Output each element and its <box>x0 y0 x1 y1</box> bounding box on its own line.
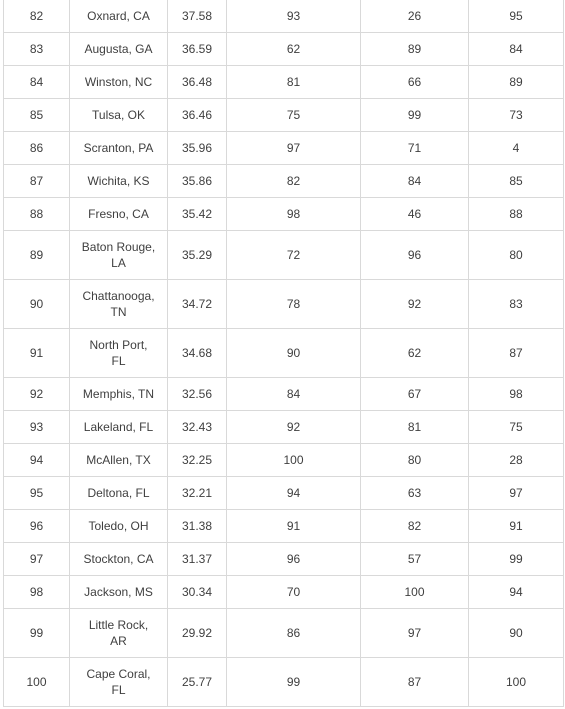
score-b-cell: 26 <box>361 0 469 33</box>
city-cell: Deltona, FL <box>70 477 168 510</box>
table-row <box>4 33 564 66</box>
score-a-cell: 72 <box>227 231 361 280</box>
rank-cell: 85 <box>4 99 70 132</box>
score-b-cell: 82 <box>361 510 469 543</box>
city-cell: Fresno, CA <box>70 198 168 231</box>
city-cell: Scranton, PA <box>70 132 168 165</box>
city-cell: Toledo, OH <box>70 510 168 543</box>
score-a-cell: 90 <box>227 329 361 378</box>
rank-cell: 84 <box>4 66 70 99</box>
total-score-cell: 32.43 <box>168 411 227 444</box>
score-a-cell: 84 <box>227 378 361 411</box>
score-b-cell: 87 <box>361 658 469 707</box>
score-a-cell: 75 <box>227 99 361 132</box>
table-body <box>4 0 564 707</box>
city-cell: Stockton, CA <box>70 543 168 576</box>
rank-cell: 98 <box>4 576 70 609</box>
score-c-cell: 87 <box>469 329 564 378</box>
total-score-cell: 35.96 <box>168 132 227 165</box>
table-row <box>4 329 564 378</box>
score-c-cell: 100 <box>469 658 564 707</box>
table-row <box>4 0 564 33</box>
score-a-cell: 97 <box>227 132 361 165</box>
score-b-cell: 96 <box>361 231 469 280</box>
total-score-cell: 35.29 <box>168 231 227 280</box>
rank-cell: 97 <box>4 543 70 576</box>
total-score-cell: 32.25 <box>168 444 227 477</box>
city-cell: Winston, NC <box>70 66 168 99</box>
table-row <box>4 576 564 609</box>
score-c-cell: 80 <box>469 231 564 280</box>
score-b-cell: 57 <box>361 543 469 576</box>
rank-cell: 82 <box>4 0 70 33</box>
score-b-cell: 89 <box>361 33 469 66</box>
total-score-cell: 31.38 <box>168 510 227 543</box>
score-c-cell: 98 <box>469 378 564 411</box>
score-a-cell: 92 <box>227 411 361 444</box>
city-cell: McAllen, TX <box>70 444 168 477</box>
score-b-cell: 66 <box>361 66 469 99</box>
score-a-cell: 94 <box>227 477 361 510</box>
rank-cell: 91 <box>4 329 70 378</box>
table-row <box>4 198 564 231</box>
score-c-cell: 99 <box>469 543 564 576</box>
score-c-cell: 90 <box>469 609 564 658</box>
total-score-cell: 34.68 <box>168 329 227 378</box>
rank-cell: 83 <box>4 33 70 66</box>
score-b-cell: 92 <box>361 280 469 329</box>
city-cell: Little Rock, AR <box>70 609 168 658</box>
total-score-cell: 35.86 <box>168 165 227 198</box>
score-b-cell: 100 <box>361 576 469 609</box>
city-cell: Oxnard, CA <box>70 0 168 33</box>
table-row <box>4 510 564 543</box>
score-c-cell: 4 <box>469 132 564 165</box>
rank-cell: 92 <box>4 378 70 411</box>
score-c-cell: 91 <box>469 510 564 543</box>
score-b-cell: 46 <box>361 198 469 231</box>
city-cell: Chattanooga, TN <box>70 280 168 329</box>
city-cell: North Port, FL <box>70 329 168 378</box>
rank-cell: 86 <box>4 132 70 165</box>
rank-cell: 89 <box>4 231 70 280</box>
rank-cell: 99 <box>4 609 70 658</box>
table-row <box>4 543 564 576</box>
score-c-cell: 94 <box>469 576 564 609</box>
score-a-cell: 70 <box>227 576 361 609</box>
score-a-cell: 93 <box>227 0 361 33</box>
score-c-cell: 84 <box>469 33 564 66</box>
table-row <box>4 658 564 707</box>
total-score-cell: 29.92 <box>168 609 227 658</box>
city-cell: Jackson, MS <box>70 576 168 609</box>
rank-cell: 87 <box>4 165 70 198</box>
score-c-cell: 73 <box>469 99 564 132</box>
score-a-cell: 96 <box>227 543 361 576</box>
score-b-cell: 80 <box>361 444 469 477</box>
total-score-cell: 30.34 <box>168 576 227 609</box>
table-row <box>4 378 564 411</box>
table-row <box>4 165 564 198</box>
city-cell: Lakeland, FL <box>70 411 168 444</box>
ranking-table <box>3 0 564 707</box>
table-row <box>4 411 564 444</box>
score-c-cell: 97 <box>469 477 564 510</box>
city-cell: Cape Coral, FL <box>70 658 168 707</box>
score-b-cell: 97 <box>361 609 469 658</box>
score-c-cell: 89 <box>469 66 564 99</box>
score-b-cell: 67 <box>361 378 469 411</box>
table-row <box>4 66 564 99</box>
city-cell: Augusta, GA <box>70 33 168 66</box>
table-row <box>4 132 564 165</box>
score-a-cell: 98 <box>227 198 361 231</box>
rank-cell: 96 <box>4 510 70 543</box>
rank-cell: 95 <box>4 477 70 510</box>
city-cell: Memphis, TN <box>70 378 168 411</box>
total-score-cell: 34.72 <box>168 280 227 329</box>
score-a-cell: 100 <box>227 444 361 477</box>
table-row <box>4 231 564 280</box>
total-score-cell: 25.77 <box>168 658 227 707</box>
score-a-cell: 91 <box>227 510 361 543</box>
score-b-cell: 84 <box>361 165 469 198</box>
total-score-cell: 36.46 <box>168 99 227 132</box>
total-score-cell: 31.37 <box>168 543 227 576</box>
score-c-cell: 95 <box>469 0 564 33</box>
score-a-cell: 81 <box>227 66 361 99</box>
score-c-cell: 88 <box>469 198 564 231</box>
score-b-cell: 63 <box>361 477 469 510</box>
total-score-cell: 32.56 <box>168 378 227 411</box>
score-c-cell: 28 <box>469 444 564 477</box>
table-row <box>4 444 564 477</box>
rank-cell: 88 <box>4 198 70 231</box>
score-a-cell: 99 <box>227 658 361 707</box>
table-row <box>4 280 564 329</box>
city-cell: Wichita, KS <box>70 165 168 198</box>
rank-cell: 94 <box>4 444 70 477</box>
table-row <box>4 99 564 132</box>
score-a-cell: 62 <box>227 33 361 66</box>
score-b-cell: 99 <box>361 99 469 132</box>
total-score-cell: 37.58 <box>168 0 227 33</box>
score-a-cell: 86 <box>227 609 361 658</box>
city-cell: Baton Rouge, LA <box>70 231 168 280</box>
score-c-cell: 85 <box>469 165 564 198</box>
score-b-cell: 81 <box>361 411 469 444</box>
rank-cell: 100 <box>4 658 70 707</box>
total-score-cell: 36.59 <box>168 33 227 66</box>
score-a-cell: 78 <box>227 280 361 329</box>
table-row <box>4 609 564 658</box>
rank-cell: 93 <box>4 411 70 444</box>
total-score-cell: 32.21 <box>168 477 227 510</box>
score-c-cell: 75 <box>469 411 564 444</box>
score-b-cell: 62 <box>361 329 469 378</box>
total-score-cell: 35.42 <box>168 198 227 231</box>
total-score-cell: 36.48 <box>168 66 227 99</box>
score-c-cell: 83 <box>469 280 564 329</box>
rank-cell: 90 <box>4 280 70 329</box>
score-a-cell: 82 <box>227 165 361 198</box>
table-row <box>4 477 564 510</box>
city-cell: Tulsa, OK <box>70 99 168 132</box>
score-b-cell: 71 <box>361 132 469 165</box>
